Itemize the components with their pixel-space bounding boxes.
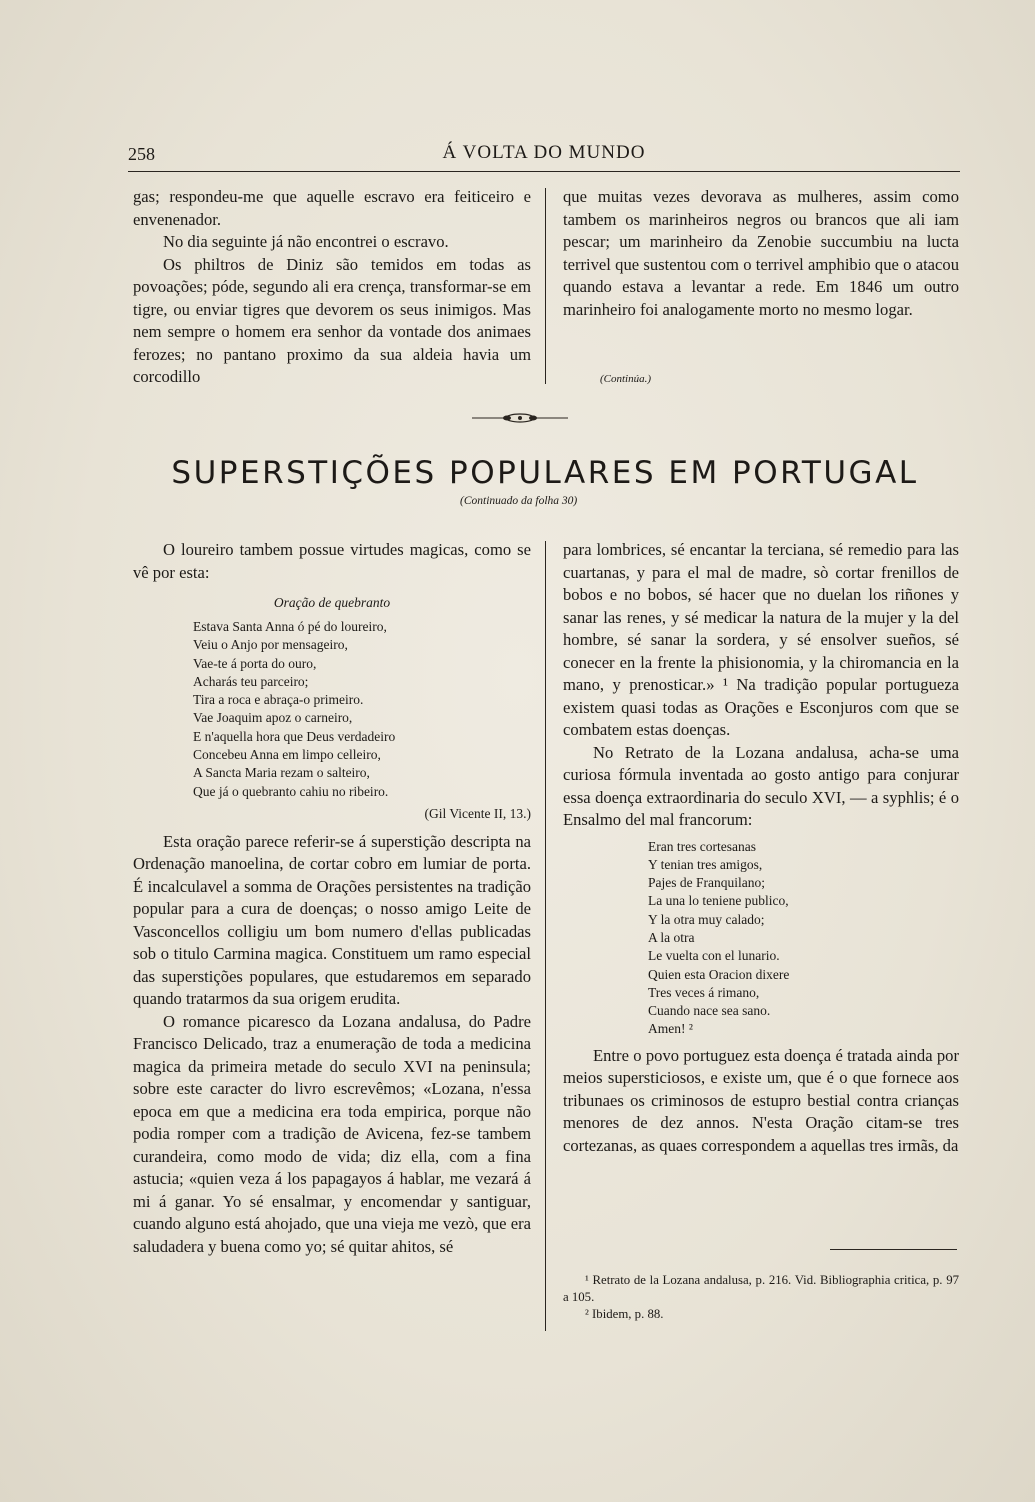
footnotes	[563, 1272, 959, 1323]
paragraph: Esta oração parece referir-se á superstição descripta na Ordenação manoelina, de cortar cobro em lumiar de porta. É incalculavel a somma de Orações persistentes na tradição popular para a cura de doenças; o nosso amigo Leite de Vasconcellos colligiu um bom numero d'ellas publicadas sob o titulo Carmina magica. Constituem um ramo especial das superstições populares, que estudaremos em separado quando tratarmos da sua origem erudita.	[133, 831, 531, 1009]
paragraph: No Retrato de la Lozana andalusa, acha-se uma curiosa fórmula inventada ao gosto antigo para conjurar essa doença extraordinaria do seculo XVI, — a syphlis; é o Ensalmo del mal francorum:	[563, 742, 959, 829]
footnote: ² Ibidem, p. 88.	[585, 1307, 664, 1321]
verse-line: Cuando nace sea sano.	[648, 1003, 771, 1019]
verse-ensalmo	[648, 838, 959, 1039]
paragraph: gas; respondeu-me que aquelle escravo era feiticeiro e envenenador.	[133, 187, 531, 229]
verse-line: Estava Santa Anna ó pé do loureiro,	[193, 619, 387, 634]
article-title: SUPERSTIÇÕES POPULARES EM PORTUGAL	[171, 455, 919, 491]
paragraph: O loureiro tambem possue virtudes magicas, como se vê por esta:	[133, 540, 531, 582]
continua-note: (Continúa.)	[600, 373, 652, 385]
verse-line: Le vuelta con el lunario.	[648, 948, 780, 964]
header-rule	[128, 171, 960, 172]
verse-line: Pajes de Franquilano;	[648, 875, 765, 891]
paragraph: Entre o povo portuguez esta doença é tratada ainda por meios supersticiosos, e existe um, que é o que fornece aos tribunaes os criminosos de estupro bestial contra crianças menores de dez annos. N'esta Oração citam-se tres cortezanas, as quaes correspondem a aquellas tres irmãs, da	[563, 1045, 959, 1155]
verse-line: Eran tres cortesanas	[648, 838, 756, 854]
journal-title: Á VOLTA DO MUNDO	[442, 142, 646, 163]
verse-line: Concebeu Anna em limpo celleiro,	[193, 747, 381, 763]
verse-title: Oração de quebranto	[273, 595, 391, 610]
verse-line: A Sancta Maria rezam o salteiro,	[193, 765, 370, 781]
verse-quebranto	[193, 618, 531, 801]
article-subtitle: (Continuado da folha 30)	[460, 495, 578, 507]
paragraph: O romance picaresco da Lozana andalusa, do Padre Francisco Delicado, traz a enumeração de toda a medicina magica da primeira metade do seculo XVI na peninsula; sobre este caracter do livro escrevêmos; «Lozana, n'essa epoca em que a medicina era toda empirica, porque não podia romper com a tradição de Avicena, fez-se tambem curandeira, como modo de vida; diz ella, com a fina astucia; «quien veza á los papagayos á hablar, me vezará á mi á ganar. Yo sé ensalmar, y encomendar y santiguar, cuando alguno está ahojado, que una vieja me vezò, que era saludadera y buena como yo; sé quitar ahitos, sé	[133, 1011, 531, 1256]
article-right-column	[563, 539, 959, 1157]
verse-source: (Gil Vicente II, 13.)	[424, 805, 531, 821]
paragraph: que muitas vezes devorava as mulheres, assim como tambem os marinheiros negros ou brancos que ali iam pescar; um marinheiro da Zenobie succumbiu na lucta terrivel que sustentou com o terrivel amphibio que o atacou quando estava a levantar a rede. Em 1846 um outro marinheiro foi analogamente morto no mesmo logar.	[563, 187, 959, 319]
section-ornament	[470, 408, 570, 428]
article-left-column	[133, 539, 531, 1258]
column-divider	[545, 541, 546, 1331]
running-head	[128, 138, 960, 168]
paragraph: para lombrices, sé encantar la terciana, sé remedio para las cuartanas, y para el mal de madre, sò cortar frenillos de bobos e no bobos, sé hacer que no duelan los riñones y sanar las renes, y sé medicar la natura de la mujer y la del hombre, sé sanar la sordera, y sé ensolver sueños, sé conecer en la frente la phisionomia, y la chiromancia en la mano, y prenosticar.» ¹ Na tradição popular portugueza existem quasi todas as Orações e Esconjuros com que se combatem estas doenças.	[563, 540, 959, 739]
verse-line: Tres veces á rimano,	[648, 984, 760, 1000]
previous-article-left-column	[133, 186, 531, 389]
verse-line: Amen! ²	[648, 1021, 693, 1037]
verse-line: Vae-te á porta do ouro,	[193, 655, 317, 671]
verse-line: E n'aquella hora que Deus verdadeiro	[193, 728, 396, 744]
footnote-rule	[830, 1249, 957, 1250]
verse-line: Veiu o Anjo por mensageiro,	[193, 637, 348, 653]
footnote: ¹ Retrato de la Lozana andalusa, p. 216. Vid. Bibliographia critica, p. 97 a 105.	[563, 1273, 959, 1304]
column-divider	[545, 188, 546, 384]
verse-line: Vae Joaquim apoz o carneiro,	[193, 710, 353, 726]
verse-line: Que já o quebranto cahiu no ribeiro.	[193, 783, 389, 799]
paragraph: Os philtros de Diniz são temidos em todas as povoações; póde, segundo ali era crença, transformar-se em tigre, ou enviar tigres que devorem os seus inimigos. Mas nem sempre o homem era senhor da vontade dos animaes ferozes; no pantano proximo da sua aldeia havia um corcodillo	[133, 254, 531, 386]
previous-article-right-column	[563, 186, 959, 321]
verse-line: Quien esta Oracion dixere	[648, 966, 790, 982]
paragraph: No dia seguinte já não encontrei o escravo.	[163, 232, 449, 251]
verse-line: Acharás teu parceiro;	[193, 673, 309, 689]
verse-line: Tira a roca e abraça-o primeiro.	[193, 692, 364, 708]
verse-line: Y tenian tres amigos,	[648, 856, 763, 872]
verse-line: Y la otra muy calado;	[648, 911, 765, 927]
verse-line: La una lo teniene publico,	[648, 893, 789, 909]
verse-line: A la otra	[648, 929, 695, 945]
page-number: 258	[128, 144, 155, 164]
